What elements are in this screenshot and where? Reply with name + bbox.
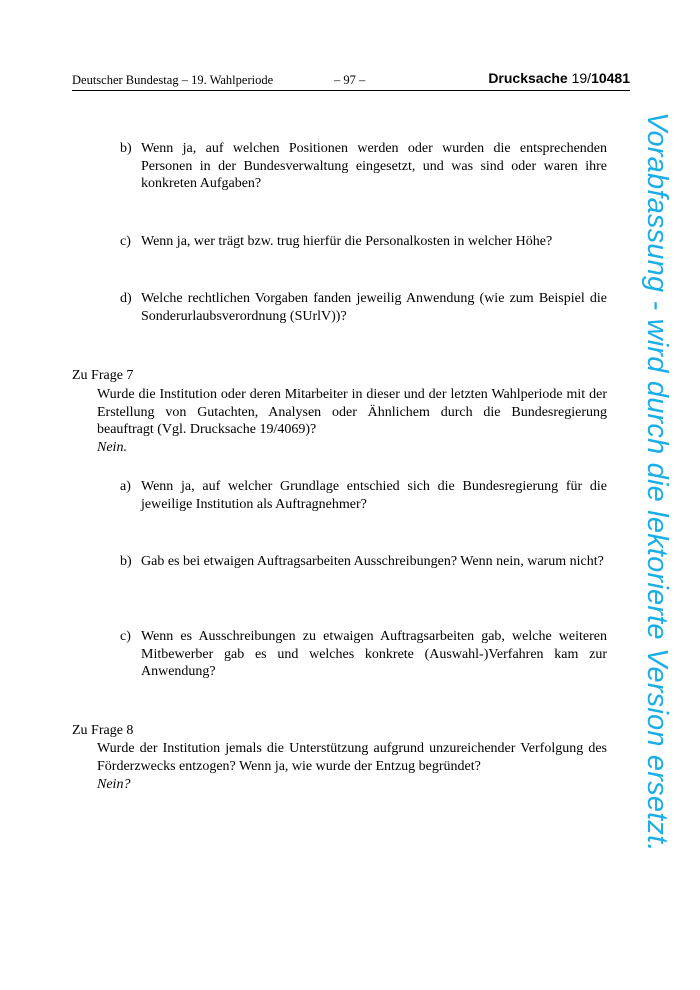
- item-label: d): [120, 291, 132, 306]
- section-heading-q7: Zu Frage 7: [72, 368, 134, 383]
- item-text: Gab es bei etwaigen Auftragsarbeiten Ausschreibungen? Wenn nein, warum nicht?: [141, 554, 604, 569]
- question-q8: Wurde der Institution jemals die Unterstützung aufgrund unzureichender Verfolgung des Förderzwecks entzogen? Wenn ja, wie wurde der Entzug begründet?: [97, 741, 607, 774]
- item-label: c): [120, 234, 131, 249]
- header-doc-label: Drucksache: [488, 70, 568, 86]
- section-heading-q8: Zu Frage 8: [72, 723, 134, 738]
- header-doc-series: 19/: [567, 70, 592, 86]
- header-page-number: – 97 –: [334, 73, 366, 87]
- draft-watermark: Vorabfassung - wird durch die lektorierte Version ersetzt.: [641, 112, 673, 852]
- header-doc-id: 10481: [591, 70, 630, 86]
- item-label: a): [120, 479, 131, 494]
- item-label: b): [120, 141, 132, 156]
- item-text: Wenn es Ausschreibungen zu etwaigen Auftragsarbeiten gab, welche weiteren Mitbewerber gab es und welches konkrete (Auswahl-)Verfahren kam zur Anwendung?: [141, 629, 607, 679]
- header-document-number: [488, 70, 630, 86]
- header-publisher: Deutscher Bundestag – 19. Wahlperiode: [72, 73, 274, 87]
- item-text: Wenn ja, wer trägt bzw. trug hierfür die Personalkosten in welcher Höhe?: [141, 234, 553, 249]
- answer-q7: Nein.: [97, 440, 127, 455]
- page-header: [72, 70, 630, 91]
- question-q7: Wurde die Institution oder deren Mitarbeiter in dieser und der letzten Wahlperiode mit der Erstellung von Gutachten, Analysen oder Ähnlichem durch die Bundesregierung beauftragt (Vgl. Drucksache 19/4069)?: [97, 387, 607, 437]
- answer-q8: Nein?: [97, 777, 131, 792]
- item-text: Wenn ja, auf welchen Positionen werden oder wurden die entsprechenden Personen in der Bundesverwaltung eingesetzt, und was sind oder waren ihre konkreten Aufgaben?: [141, 141, 607, 191]
- item-label: b): [120, 554, 132, 569]
- item-label: c): [120, 629, 131, 644]
- item-text: Wenn ja, auf welcher Grundlage entschied sich die Bundesregierung für die jeweilige Institution als Auftragnehmer?: [141, 479, 607, 512]
- item-text: Welche rechtlichen Vorgaben fanden jeweilig Anwendung (wie zum Beispiel die Sonderurlaubsverordnung (SUrlV))?: [141, 291, 607, 324]
